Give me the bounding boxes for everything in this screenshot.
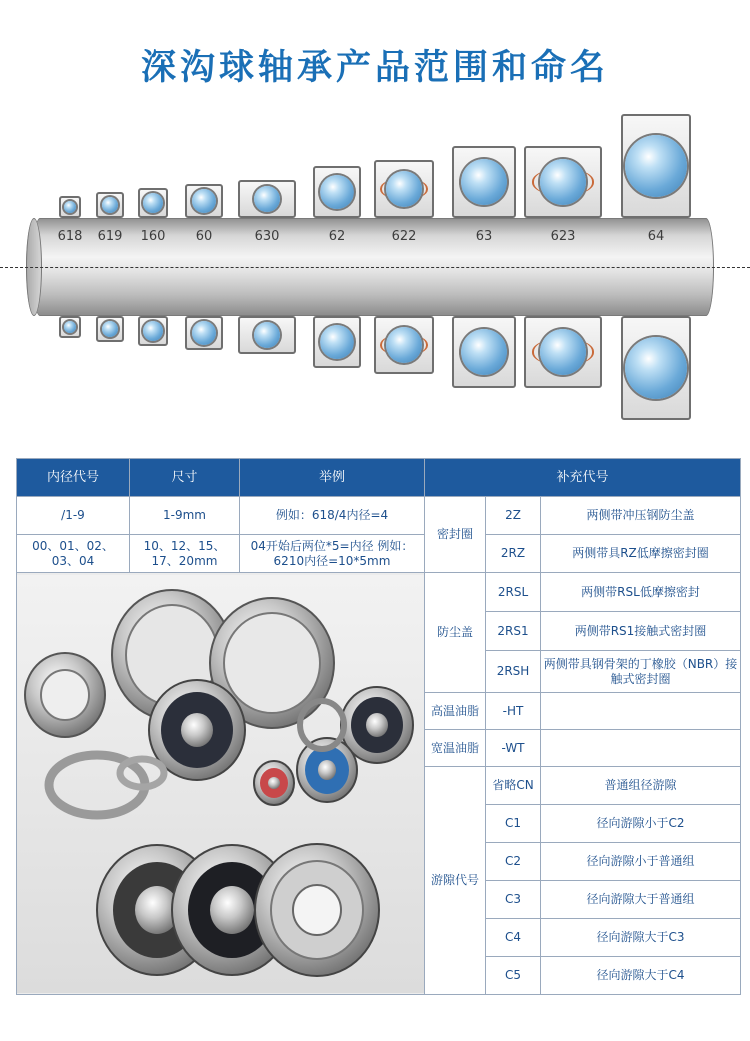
group-label-dustcover: 防尘盖 bbox=[425, 573, 486, 693]
supp-code-cell: 2RSL bbox=[486, 573, 541, 612]
group-label-seal: 密封圈 bbox=[425, 497, 486, 573]
supp-code-cell: C3 bbox=[486, 881, 541, 919]
ball-icon bbox=[386, 171, 422, 207]
bearing-630-top bbox=[238, 180, 296, 218]
bearing-622-top bbox=[374, 160, 434, 218]
supp-desc-cell: 两侧带冲压钢防尘盖 bbox=[541, 497, 741, 535]
ball-icon bbox=[461, 159, 507, 205]
supp-code-cell: -HT bbox=[486, 693, 541, 730]
supp-desc-cell: 径向游隙大于普通组 bbox=[541, 881, 741, 919]
ball-icon bbox=[143, 321, 163, 341]
supp-code-cell: C4 bbox=[486, 919, 541, 957]
supp-code-cell: C5 bbox=[486, 957, 541, 995]
size-cell: 1-9mm bbox=[130, 497, 240, 535]
supp-code-cell: 2Z bbox=[486, 497, 541, 535]
example-cell: 例如：618/4内径=4 bbox=[240, 497, 425, 535]
bearing-622-bottom bbox=[374, 316, 434, 374]
supp-desc-cell: 普通组径游隙 bbox=[541, 767, 741, 805]
ball-icon bbox=[254, 322, 280, 348]
ball-icon bbox=[625, 135, 687, 197]
bearing-623-bottom bbox=[524, 316, 602, 388]
ball-icon bbox=[461, 329, 507, 375]
bearing-62-bottom bbox=[313, 316, 361, 368]
supp-code-cell: 2RS1 bbox=[486, 612, 541, 651]
bearings-photo-illustration bbox=[17, 575, 425, 993]
page-title: 深沟球轴承产品范围和命名 bbox=[140, 48, 609, 88]
supp-desc-cell bbox=[541, 730, 741, 767]
size-cell: 10、12、15、17、20mm bbox=[130, 535, 240, 573]
header-example: 举例 bbox=[240, 459, 425, 497]
series-label: 60 bbox=[195, 229, 213, 244]
ball-icon bbox=[320, 175, 354, 209]
supp-desc-cell: 径向游隙小于普通组 bbox=[541, 843, 741, 881]
series-label: 160 bbox=[140, 229, 166, 244]
example-cell: 04开始后两位*5=内径 例如：6210内径=10*5mm bbox=[240, 535, 425, 573]
ball-icon bbox=[320, 325, 354, 359]
bearing-64-top bbox=[621, 114, 691, 218]
supp-desc-cell bbox=[541, 693, 741, 730]
supp-code-cell: -WT bbox=[486, 730, 541, 767]
bearing-63-top bbox=[452, 146, 516, 218]
bearing-63-bottom bbox=[452, 316, 516, 388]
supp-desc-cell: 径向游隙大于C4 bbox=[541, 957, 741, 995]
ball-icon bbox=[102, 197, 118, 213]
supp-code-cell: C1 bbox=[486, 805, 541, 843]
header-supplement-code: 补充代号 bbox=[425, 459, 741, 497]
ball-icon bbox=[143, 193, 163, 213]
bearing-618-top bbox=[59, 196, 81, 218]
ball-icon bbox=[192, 321, 216, 345]
series-label: 622 bbox=[391, 229, 417, 244]
group-label-high-temp-grease: 高温油脂 bbox=[425, 693, 486, 730]
series-label: 63 bbox=[475, 229, 493, 244]
ball-icon bbox=[540, 329, 586, 375]
supp-desc-cell: 两侧带具RZ低摩擦密封圈 bbox=[541, 535, 741, 573]
ball-icon bbox=[192, 189, 216, 213]
bearing-64-bottom bbox=[621, 316, 691, 420]
supp-desc-cell: 径向游隙小于C2 bbox=[541, 805, 741, 843]
supp-code-cell: 2RZ bbox=[486, 535, 541, 573]
group-label-clearance: 游隙代号 bbox=[425, 767, 486, 995]
series-label: 619 bbox=[97, 229, 123, 244]
bearing-60-top bbox=[185, 184, 223, 218]
bearing-60-bottom bbox=[185, 316, 223, 350]
group-label-wide-temp-grease: 宽温油脂 bbox=[425, 730, 486, 767]
bearing-product-photo bbox=[17, 573, 425, 995]
ball-icon bbox=[386, 327, 422, 363]
bearing-630-bottom bbox=[238, 316, 296, 354]
series-label: 618 bbox=[57, 229, 83, 244]
bearing-619-top bbox=[96, 192, 124, 218]
ball-icon bbox=[64, 321, 76, 333]
ball-icon bbox=[540, 159, 586, 205]
bearing-618-bottom bbox=[59, 316, 81, 338]
bore-code-cell: /1-9 bbox=[17, 497, 130, 535]
supp-desc-cell: 两侧带RSL低摩擦密封 bbox=[541, 573, 741, 612]
ball-icon bbox=[625, 337, 687, 399]
supp-desc-cell: 径向游隙大于C3 bbox=[541, 919, 741, 957]
bearing-619-bottom bbox=[96, 316, 124, 342]
bearing-623-top bbox=[524, 146, 602, 218]
series-label: 623 bbox=[550, 229, 576, 244]
supp-code-cell: 2RSH bbox=[486, 651, 541, 693]
ball-icon bbox=[254, 186, 280, 212]
series-label: 62 bbox=[328, 229, 346, 244]
supp-code-cell: C2 bbox=[486, 843, 541, 881]
center-line bbox=[0, 267, 750, 268]
header-size: 尺寸 bbox=[130, 459, 240, 497]
bearing-series-diagram bbox=[0, 110, 750, 430]
series-label: 630 bbox=[254, 229, 280, 244]
ball-icon bbox=[102, 321, 118, 337]
bearing-62-top bbox=[313, 166, 361, 218]
bore-code-cell: 00、01、02、03、04 bbox=[17, 535, 130, 573]
supp-code-cell: 省略CN bbox=[486, 767, 541, 805]
naming-table bbox=[16, 458, 741, 995]
bearing-160-bottom bbox=[138, 316, 168, 346]
supp-desc-cell: 两侧带RS1接触式密封圈 bbox=[541, 612, 741, 651]
header-bore-code: 内径代号 bbox=[17, 459, 130, 497]
ball-icon bbox=[64, 201, 76, 213]
series-label: 64 bbox=[647, 229, 665, 244]
supp-desc-cell: 两侧带具钢骨架的丁橡胶（NBR）接触式密封圈 bbox=[541, 651, 741, 693]
bearing-160-top bbox=[138, 188, 168, 218]
